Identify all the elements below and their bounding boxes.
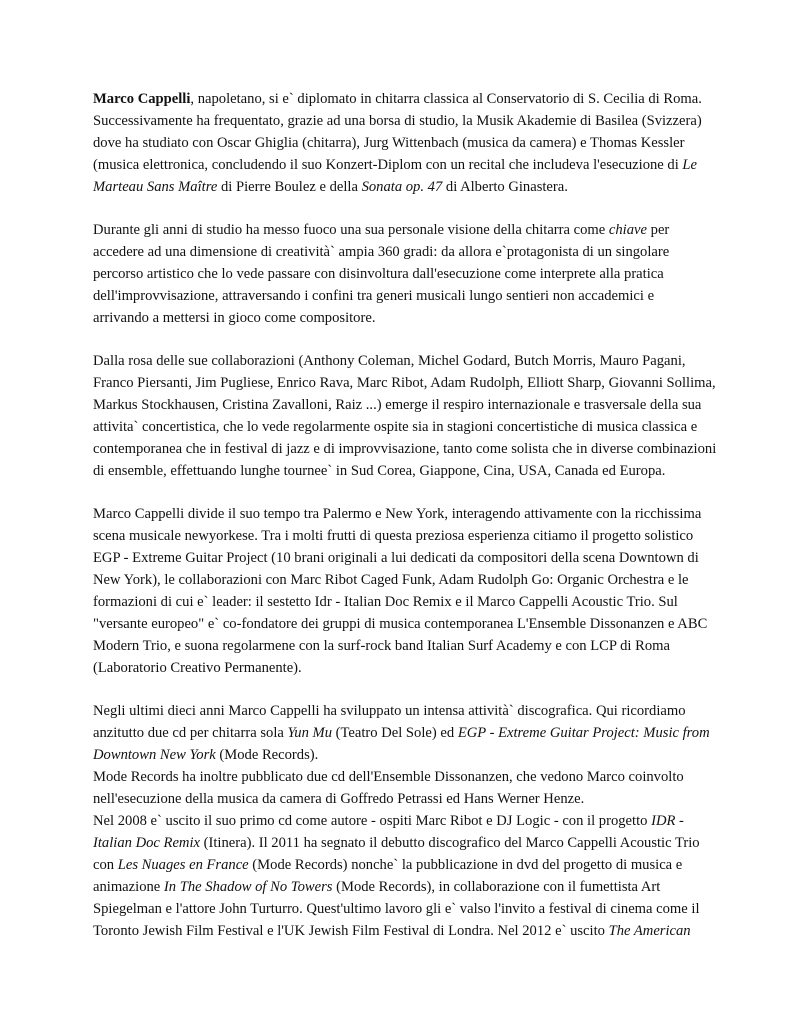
text-line [93, 744, 701, 766]
paragraph [93, 700, 710, 942]
text-run: (Laboratorio Creativo Permanente). [93, 660, 302, 676]
paragraph [93, 350, 717, 482]
italic-text: In The Shadow of No Towers [163, 879, 333, 895]
text-run: Negli ultimi dieci anni Marco Cappelli ha sviluppato un intensa attività` discografica. Qui ricordiamo [93, 703, 686, 719]
text-line [93, 525, 701, 547]
paragraph [93, 219, 701, 329]
text-line [93, 241, 701, 263]
text-line [93, 613, 708, 635]
text-line [93, 372, 716, 394]
italic-text: Marteau Sans Maître [93, 179, 218, 195]
text-run: formazioni di cui e` leader: il sestetto Idr - Italian Doc Remix e il Marco Cappelli Acoustic Trio. Sul [93, 594, 678, 610]
text-run: Markus Stockhausen, Cristina Zavalloni, Raiz ...) emerge il respiro internazionale e trasversale della sua [93, 397, 702, 413]
text-run: "versante europeo" e` co-fondatore dei gruppi di musica contemporanea L'Ensemble Dissonanzen e ABC [93, 616, 708, 632]
text-run: Durante gli anni di studio ha messo fuoco una sua personale visione della chitarra come [93, 222, 609, 238]
text-run: Mode Records ha inoltre pubblicato due cd dell'Ensemble Dissonanzen, che vedono Marco coinvolto [93, 769, 684, 785]
text-line [93, 219, 701, 241]
text-run: (Mode Records). [215, 747, 319, 763]
text-run: , napoletano, si e` diplomato in chitarra classica al Conservatorio di S. Cecilia di Roma. [190, 91, 702, 107]
text-run: (Itinera). Il 2011 ha segnato il debutto discografico del Marco Cappelli Acoustic Trio [200, 835, 700, 851]
text-line [93, 176, 701, 198]
text-line [93, 700, 701, 722]
text-run: di ensemble, effettuando lunghe tournee` in Sud Corea, Giappone, Cina, USA, Canada ed Europa. [93, 463, 666, 479]
text-run: percorso artistico che lo vede passare con disinvoltura dall'esecuzione come interprete alla pratica [93, 266, 664, 282]
text-line [93, 591, 701, 613]
text-run: Toronto Jewish Film Festival e l'UK Jewish Film Festival di Londra. Nel 2012 e` uscito [93, 923, 609, 939]
text-line [93, 657, 701, 679]
text-line [93, 394, 701, 416]
text-line [93, 788, 701, 810]
text-line [93, 503, 701, 525]
text-line [93, 832, 701, 854]
italic-text: Yun Mu [287, 725, 332, 741]
italic-text: The American [608, 923, 691, 939]
italic-text: Les Nuages en France [117, 857, 249, 873]
text-line [93, 307, 701, 329]
text-run: (musica elettronica, concludendo il suo Konzert-Diplom con un recital che includeva l'esecuzione di [93, 157, 683, 173]
text-line [93, 416, 701, 438]
text-run: con [93, 857, 118, 873]
text-run: arrivando a mettersi in gioco come compositore. [93, 310, 376, 326]
text-run: (Mode Records) nonche` la pubblicazione in dvd del progetto di musica e [248, 857, 683, 873]
italic-text: Italian Doc Remix [93, 835, 200, 851]
text-run: contemporanea che in festival di jazz e di improvvisazione, tanto come solista che in diverse combinazioni [93, 441, 717, 457]
text-run: Nel 2008 e` uscito il suo primo cd come autore - ospiti Marc Ribot e DJ Logic - con il progetto [93, 813, 652, 829]
text-run: di Alberto Ginastera. [442, 179, 568, 195]
text-run: accedere ad una dimensione di creatività` ampia 360 gradi: da allora e`protagonista di un singolare [93, 244, 670, 260]
text-run: (Mode Records), in collaborazione con il fumettista Art [332, 879, 661, 895]
text-line [93, 547, 701, 569]
italic-text: EGP - Extreme Guitar Project: Music from [457, 725, 710, 741]
text-run: scena musicale newyorkese. Tra i molti frutti di questa preziosa esperienza citiamo il progetto solistico [93, 528, 694, 544]
document-body [93, 88, 717, 942]
text-run: dove ha studiato con Oscar Ghiglia (chitarra), Jurg Wittenbach (musica da camera) e Thomas Kessler [93, 135, 685, 151]
paragraph [93, 88, 701, 198]
text-run: Dalla rosa delle sue collaborazioni (Anthony Coleman, Michel Godard, Butch Morris, Mauro Pagani, [93, 353, 686, 369]
text-run: per [647, 222, 670, 238]
italic-text: IDR - [651, 813, 684, 829]
text-line [93, 854, 701, 876]
text-run: (Teatro Del Sole) ed [332, 725, 458, 741]
italic-text: Sonata op. 47 [361, 179, 443, 195]
text-run: anzitutto due cd per chitarra sola [93, 725, 288, 741]
text-run: di Pierre Boulez e della [217, 179, 362, 195]
text-run: Modern Trio, e suona regolarmene con la surf-rock band Italian Surf Academy e con LCP di Roma [93, 638, 670, 654]
text-line [93, 88, 701, 110]
italic-text: Downtown New York [93, 747, 216, 763]
text-line [93, 569, 701, 591]
text-run: Successivamente ha frequentato, grazie ad una borsa di studio, la Musik Akademie di Basilea (Svizzera) [93, 113, 702, 129]
text-line [93, 154, 701, 176]
text-run: EGP - Extreme Guitar Project (10 brani originali a lui dedicati da compositori della scena Downtown di [93, 550, 699, 566]
text-line [93, 350, 701, 372]
italic-text: Le [682, 157, 698, 173]
text-run: Marco Cappelli divide il suo tempo tra Palermo e New York, interagendo attivamente con la ricchissima [93, 506, 702, 522]
text-line [93, 132, 701, 154]
text-line [93, 438, 717, 460]
italic-text: chiave [608, 222, 647, 238]
text-line [93, 460, 701, 482]
text-line [93, 766, 701, 788]
text-run: Spiegelman e l'attore John Turturro. Quest'ultimo lavoro gli e` valso l'invito a festival di cinema come il [93, 901, 700, 917]
text-line [93, 635, 701, 657]
text-line [93, 898, 701, 920]
text-line [93, 263, 701, 285]
text-line [93, 810, 701, 832]
text-run: dell'improvvisazione, attraversando i confini tra generi musicali lungo sentieri non accademici e [93, 288, 655, 304]
paragraph [93, 503, 708, 679]
text-line [93, 920, 701, 942]
bold-text: Marco Cappelli [93, 91, 191, 107]
text-line [93, 876, 701, 898]
text-run: New York), le collaborazioni con Marc Ribot Caged Funk, Adam Rudolph Go: Organic Orchestra e le [93, 572, 689, 588]
text-line [93, 722, 710, 744]
text-run: Franco Piersanti, Jim Pugliese, Enrico Rava, Marc Ribot, Adam Rudolph, Elliott Sharp, Giovanni Sollima, [93, 375, 716, 391]
text-run: nell'esecuzione della musica da camera di Goffredo Petrassi ed Hans Werner Henze. [93, 791, 585, 807]
text-run: attivita` concertistica, che lo vede regolarmente ospite sia in stagioni concertistiche di musica classica e [93, 419, 698, 435]
text-line [93, 285, 701, 307]
text-run: animazione [93, 879, 164, 895]
text-line [93, 110, 701, 132]
